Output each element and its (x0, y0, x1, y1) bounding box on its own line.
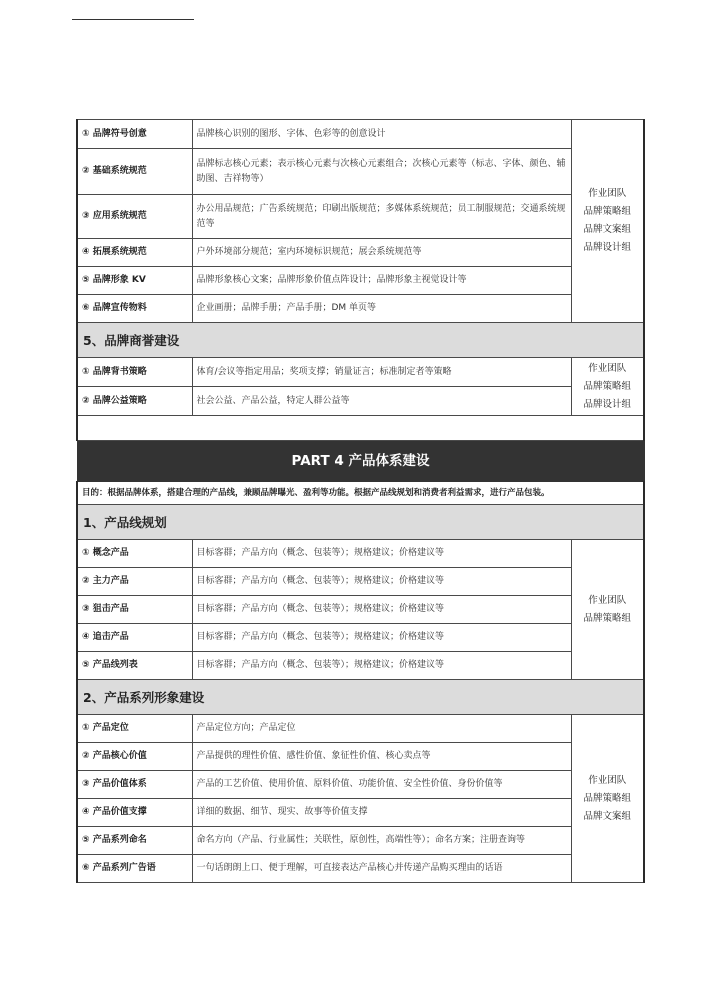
row-item: ④ 产品价值支撑 (77, 799, 192, 827)
row-item: ① 概念产品 (77, 540, 192, 568)
row-desc: 产品的工艺价值、使用价值、原料价值、功能价值、安全性价值、身份价值等 (192, 771, 571, 799)
row-desc: 品牌标志核心元素；表示核心元素与次核心元素组合；次核心元素等（标志、字体、颜色、辅助图、吉祥物等） (192, 149, 571, 195)
section-title: 5、品牌商誉建设 (77, 323, 644, 358)
table-row (77, 568, 644, 596)
purpose-text: 目的：根据品牌体系，搭建合理的产品线，兼顾品牌曝光、盈利等功能。根据产品线规划和消费者利益需求，进行产品包装。 (77, 482, 644, 505)
team-line: 品牌文案组 (583, 224, 631, 235)
spacer-cell (77, 416, 644, 441)
table-row (77, 387, 644, 416)
purpose-row (77, 482, 644, 505)
part-title: PART 4 产品体系建设 (77, 441, 644, 482)
row-item: ③ 产品价值体系 (77, 771, 192, 799)
table-row (77, 624, 644, 652)
row-desc: 社会公益、产品公益，特定人群公益等 (192, 387, 571, 416)
table-row (77, 358, 644, 387)
section-title: 1、产品线规划 (77, 505, 644, 540)
table-row (77, 295, 644, 323)
team-cell (571, 540, 644, 680)
row-desc: 命名方向（产品、行业属性；关联性，原创性，高端性等）；命名方案；注册查询等 (192, 827, 571, 855)
row-item: ② 主力产品 (77, 568, 192, 596)
row-desc: 品牌核心识别的图形、字体、色彩等的创意设计 (192, 120, 571, 149)
team-line: 品牌文案组 (583, 810, 631, 822)
team-line: 作业团队 (588, 188, 627, 199)
team-line: 品牌策略组 (583, 792, 631, 804)
team-line: 品牌设计组 (583, 242, 631, 253)
team-line: 品牌策略组 (583, 612, 631, 624)
team-line: 作业团队 (588, 774, 627, 786)
table-row (77, 267, 644, 295)
table-row (77, 715, 644, 743)
row-item: ⑥ 产品系列广告语 (77, 855, 192, 883)
row-item: ① 产品定位 (77, 715, 192, 743)
team-line: 品牌策略组 (583, 206, 631, 217)
row-item: ⑤ 品牌形象 KV (77, 267, 192, 295)
row-item: ④ 追击产品 (77, 624, 192, 652)
row-desc: 产品定位方向；产品定位 (192, 715, 571, 743)
table-row (77, 596, 644, 624)
table-row (77, 799, 644, 827)
section-header (77, 505, 644, 540)
row-desc: 产品提供的理性价值、感性价值、象征性价值、核心卖点等 (192, 743, 571, 771)
row-item: ⑤ 产品系列命名 (77, 827, 192, 855)
row-desc: 目标客群；产品方向（概念、包装等）；规格建议；价格建议等 (192, 596, 571, 624)
team-line: 品牌策略组 (583, 380, 631, 392)
row-desc: 体育/会议等指定用品；奖项支撑；销量证言；标准制定者等策略 (192, 358, 571, 387)
table-row (77, 239, 644, 267)
table-row (77, 743, 644, 771)
row-desc: 一句话朗朗上口、便于理解，可直接表达产品核心并传递产品购买理由的话语 (192, 855, 571, 883)
row-item: ② 基础系统规范 (77, 149, 192, 195)
row-item: ② 产品核心价值 (77, 743, 192, 771)
team-cell (571, 358, 644, 416)
row-item: ④ 拓展系统规范 (77, 239, 192, 267)
table-row (77, 149, 644, 195)
row-desc: 品牌形象核心文案；品牌形象价值点阵设计；品牌形象主视觉设计等 (192, 267, 571, 295)
header-rule (72, 19, 194, 20)
row-item: ③ 应用系统规范 (77, 195, 192, 239)
row-desc: 目标客群；产品方向（概念、包装等）；规格建议；价格建议等 (192, 624, 571, 652)
row-item: ③ 狙击产品 (77, 596, 192, 624)
team-line: 作业团队 (588, 362, 627, 374)
team-line: 作业团队 (588, 594, 627, 606)
table-row (77, 771, 644, 799)
table-row (77, 540, 644, 568)
row-item: ② 品牌公益策略 (77, 387, 192, 416)
row-desc: 详细的数据、细节、现实、故事等价值支撑 (192, 799, 571, 827)
part-header (77, 441, 644, 482)
section-header (77, 323, 644, 358)
row-desc: 办公用品规范；广告系统规范；印刷出版规范；多媒体系统规范；员工制服规范；交通系统规范等 (192, 195, 571, 239)
row-desc: 目标客群；产品方向（概念、包装等）；规格建议；价格建议等 (192, 652, 571, 680)
service-table (76, 119, 645, 883)
table-row (77, 652, 644, 680)
row-desc: 目标客群；产品方向（概念、包装等）；规格建议；价格建议等 (192, 540, 571, 568)
row-desc: 户外环境部分规范；室内环境标识规范；展会系统规范等 (192, 239, 571, 267)
team-line: 品牌设计组 (583, 398, 631, 410)
table-row (77, 120, 644, 149)
team-cell (571, 120, 644, 323)
table-row (77, 827, 644, 855)
team-cell (571, 715, 644, 883)
section-header (77, 680, 644, 715)
section-title: 2、产品系列形象建设 (77, 680, 644, 715)
row-desc: 企业画册；品牌手册；产品手册；DM 单页等 (192, 295, 571, 323)
spacer-row (77, 416, 644, 441)
table-row (77, 855, 644, 883)
row-item: ⑥ 品牌宣传物料 (77, 295, 192, 323)
table-row (77, 195, 644, 239)
row-item: ① 品牌背书策略 (77, 358, 192, 387)
row-item: ⑤ 产品线列表 (77, 652, 192, 680)
row-item: ① 品牌符号创意 (77, 120, 192, 149)
row-desc: 目标客群；产品方向（概念、包装等）；规格建议；价格建议等 (192, 568, 571, 596)
